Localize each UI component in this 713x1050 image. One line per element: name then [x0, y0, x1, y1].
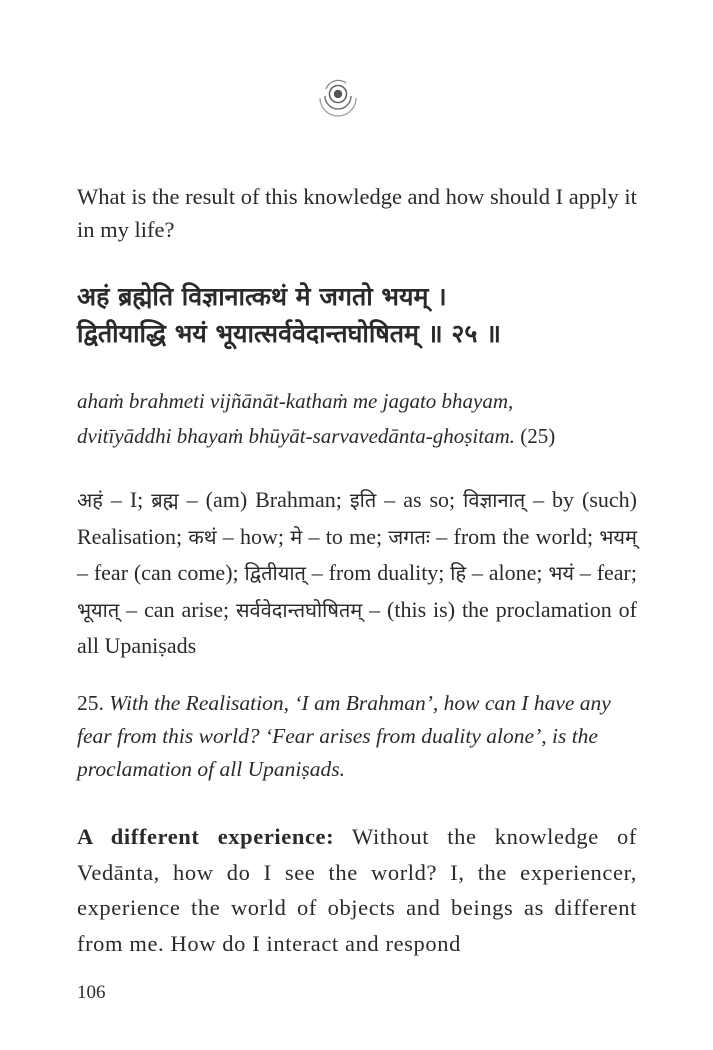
gloss-term: हि	[450, 561, 467, 585]
gloss-term: विज्ञानात्	[463, 488, 526, 512]
gloss-term: कथं	[188, 524, 217, 549]
concentric-circles-ornament-icon	[316, 74, 360, 118]
verse-line-1: अहं ब्रह्मेति विज्ञानात्कथं मे जगतो भयम् ।	[77, 282, 447, 311]
gloss-term: ब्रह्म	[151, 488, 179, 512]
gloss-meaning: – as so;	[376, 487, 464, 512]
gloss-meaning: – fear (can come);	[77, 560, 245, 585]
page-number: 106	[77, 982, 106, 1003]
gloss-term: इति	[349, 488, 377, 512]
verse-number: (25)	[520, 424, 556, 448]
sanskrit-verse	[77, 278, 637, 352]
translation-text: With the Realisation, ‘I am Brahman’, how can I have any fear from this world? ‘Fear arises from duality alone’, is the proclamation of all Upaniṣads.	[77, 691, 611, 781]
gloss-term: भयम्	[599, 524, 637, 549]
translit-line-2	[77, 419, 637, 454]
gloss-meaning: – (am) Brahman;	[178, 487, 350, 512]
gloss-term: भयं	[548, 561, 575, 585]
gloss-term: जगतः	[388, 524, 430, 549]
gloss-meaning: – (this is) the proclamation of all Upaniṣads	[77, 596, 638, 658]
verse-line-2: द्वितीयाद्धि भयं भूयात्सर्ववेदान्तघोषितम् ॥ २५ ॥	[77, 319, 502, 348]
commentary-text: Without the knowledge of Vedānta, how do I see the world? I, the experiencer, experience the world of objects and beings as different from me. How do I interact and respond	[77, 824, 638, 956]
verse-translation	[77, 687, 637, 786]
translit-line-1	[77, 384, 637, 419]
gloss-term: द्वितीयात्	[244, 561, 306, 585]
commentary-paragraph	[77, 819, 637, 961]
gloss-meaning: – from the world;	[429, 523, 600, 549]
gloss-meaning: – I;	[102, 487, 152, 512]
word-glossary	[77, 482, 637, 664]
gloss-meaning: – how;	[216, 523, 291, 549]
gloss-meaning: – by (such) Realisation;	[77, 487, 637, 549]
gloss-term: सर्ववेदान्तघोषितम्	[236, 597, 363, 622]
gloss-term: भूयात्	[77, 597, 120, 622]
commentary-heading: A different experience:	[77, 824, 335, 849]
gloss-meaning: – fear;	[574, 560, 638, 585]
gloss-meaning: – to me;	[302, 523, 389, 549]
translit-line-2-text: dvitīyāddhi bhayaṁ bhūyāt-sarvavedānta-ghoṣitam.	[77, 424, 516, 448]
translation-number: 25.	[77, 691, 104, 715]
gloss-term: अहं	[77, 488, 103, 512]
gloss-meaning: – can arise;	[119, 596, 237, 622]
gloss-term: मे	[290, 524, 303, 549]
transliteration	[77, 384, 637, 454]
translit-line-1-text: ahaṁ brahmeti vijñānāt-kathaṁ me jagato bhayam,	[77, 389, 514, 413]
question-text: What is the result of this knowledge and how should I apply it in my life?	[77, 184, 637, 242]
gloss-meaning: – from duality;	[305, 560, 451, 585]
gloss-meaning: – alone;	[466, 560, 549, 585]
